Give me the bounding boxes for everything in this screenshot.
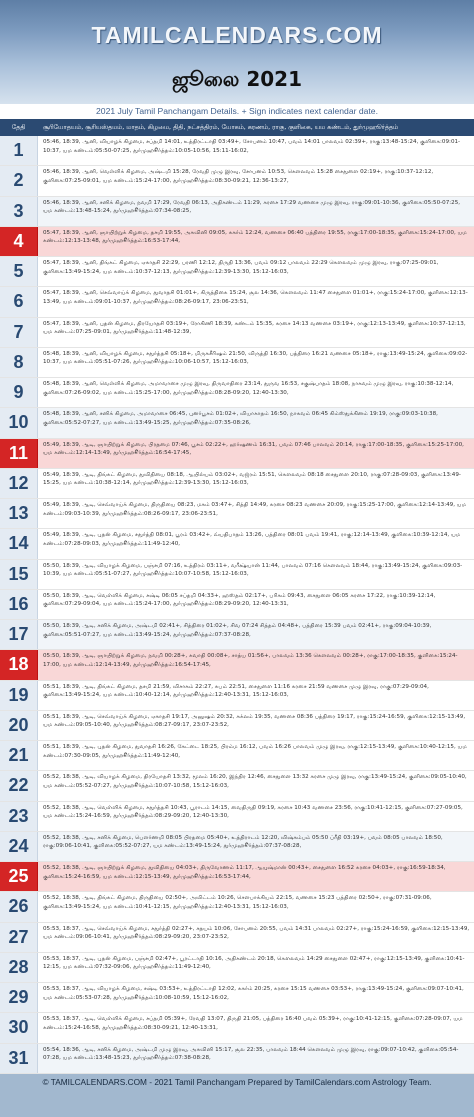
day-details: 05:51, 18:39, ஆடி, திங்கட் கிழமை, தசமி 21:59, விசாகம் 22:27, சுபம் 22:51, சைதுளை 11:16 கரசை 21:59 வணசை முழு இரவு, ராகு:07:29-09:04, குளிகை:13:49-15:24, யம கண்டம்:10:40-12:14, துர்முஹூர்த்தம்:12:40-13:31, 15:12-16:03, <box>43 683 429 699</box>
table-row <box>0 892 474 922</box>
day-number: 4 <box>0 227 38 256</box>
day-details: 05:50, 18:39, ஆடி, வெள்ளிக் கிழமை, சஷ்டி 06:05 சப்தமி 04:33+, ஹஸ்தம் 02:17+, பரிகம் 09:43, சைதுளை 06:05 கரசை 17:22, ராகு:10:39-12:14, குளிகை:07:29-09:04, யம கண்டம்:15:24-17:00, துர்முஹூர்த்தம்:08:29-09:20, 12:40-13:31, <box>43 592 436 608</box>
day-details: 05:50, 18:39, ஆடி, சனிக் கிழமை, அஷ்டமி 02:41+, சித்திரை 01:02+, சிவ 07:24 சித்தம் 04:48+, பத்திரை 15:39 பவம் 02:41+, ராகு:09:04-10:39, குளிகை:05:51-07:27, யம கண்டம்:13:49-15:24, துர்முஹூர்த்தம்:07:37-08:28, <box>43 623 432 638</box>
day-number: 29 <box>0 983 38 1012</box>
day-number: 5 <box>0 257 38 286</box>
day-details: 05:53, 18:37, ஆடி, புதன் கிழமை, பஞ்சமி 02:47+, பூரட்டாதி 10:16, அதிகண்டம் 20:18, கௌலவம் 14:29 சைதுளை 02:47+, ராகு:12:15-13:49, குளிகை:10:41-12:15, யம கண்டம்:07:32-09:06, துர்முஹூர்த்தம்:11:49-12:40, <box>43 955 465 971</box>
day-number: 20 <box>0 711 38 740</box>
day-number: 24 <box>0 832 38 861</box>
table-row <box>0 166 474 196</box>
table-row <box>0 499 474 529</box>
table-row <box>0 832 474 862</box>
table-row <box>0 771 474 801</box>
day-details: 05:53, 18:37, ஆடி, வியாழக் கிழமை, சஷ்டி 03:53+, உத்திரட்டாதி 12:02, சுகர்ம் 20:25, கரசை 15:15 வணசை 03:53+, ராகு:13:49-15:24, குளிகை:09:07-10:41, யம கண்டம்:05:53-07:28, துர்முஹூர்த்தம்:10:08-10:59, 15:12-16:02, <box>43 986 464 1001</box>
day-details: 05:50, 18:39, ஆடி, வியாழக் கிழமை, பஞ்சமி 07:16, உத்திரம் 03:11+, வரீக்ஷ்யான் 11:44, பாலவம் 07:16 கௌலவம் 18:44, ராகு:13:49-15:24, குளிகை:09:03-10:39, யம கண்டம்:05:51-07:27, துர்முஹூர்த்தம்:10:07-10:58, 15:12-16:03, <box>43 562 463 578</box>
day-details: 05:47, 18:39, ஆனி, திங்கட் கிழமை, ஏகாதசி 22:29, பரணி 12:12, திருதி 13:36, பவம் 09:12 பாலவம் 22:29 கௌலவம் முழு இரவு, ராகு:07:25-09:01, குளிகை:13:49-15:24, யம கண்டம்:10:37-12:13, துர்முஹூர்த்தம்:12:39-13:30, 15:12-16:03, <box>43 260 439 275</box>
day-number: 9 <box>0 378 38 407</box>
day-number: 27 <box>0 923 38 952</box>
table-row <box>0 348 474 378</box>
table-row <box>0 741 474 771</box>
day-number: 21 <box>0 741 38 770</box>
day-number: 12 <box>0 469 38 498</box>
day-number: 17 <box>0 620 38 649</box>
day-details: 05:52, 18:38, ஆடி, சனிக் கிழமை, பௌர்ணமி 08:05 பிரதமை 05:40+, உத்திராடம் 12:20, விஷ்கம்பம் 05:50 ப்ரீதி 03:19+, பவம் 08:05 பாலவம் 18:50, ராகு:09:06-10:41, குளிகை:05:52-07:27, யம கண்டம்:13:49-15:24, துர்முஹூர்த்தம்:07:37-08:28, <box>43 834 443 850</box>
table-row <box>0 802 474 832</box>
table-row <box>0 862 474 892</box>
day-number: 18 <box>0 650 38 679</box>
table-row <box>0 1044 474 1074</box>
day-details: 05:49, 18:39, ஆடி, செவ்வாய்க் கிழமை, திருதியை 08:23, மகம் 03:47+, சித்தி 14:49, கரசை 08:23 வணசை 20:09, ராகு:15:25-17:00, குளிகை:12:14-13:49, யம கண்டம்:09:03-10:39, துர்முஹூர்த்தம்:08:26-09:17, 23:06-23:51, <box>43 502 467 517</box>
day-number: 6 <box>0 287 38 316</box>
table-row <box>0 408 474 438</box>
table-row <box>0 257 474 287</box>
day-details: 05:52, 18:38, ஆடி, வெள்ளிக் கிழமை, சதுர்த்தசி 10:43, பூராடம் 14:15, வைதிருதி 09:19, கரசை 10:43 வணசை 23:56, ராகு:10:41-12:15, குளிகை:07:27-09:05, யம கண்டம்:15:24-16:59, துர்முஹூர்த்தம்:08:29-09:20, 12:40-13:30, <box>43 804 463 820</box>
table-row <box>0 227 474 257</box>
table-row <box>0 136 474 166</box>
column-header-date: தேதி <box>11 123 26 131</box>
day-details: 05:52, 18:38, ஆடி, வியாழக் கிழமை, திரயோதசி 13:32, மூலம் 16:20, இந்திர 12:46, சைதுளை 13:32 கரசை முழு இரவு, ராகு:13:49-15:24, குளிகை:09:05-10:40, யம கண்டம்:05:52-07:27, துர்முஹூர்த்தம்:10:07-10:58, 15:12-16:03, <box>43 774 467 789</box>
day-number: 28 <box>0 953 38 982</box>
day-details: 05:53, 18:37, ஆடி, வெள்ளிக் கிழமை, சப்தமி 05:39+, ரேவதி 13:07, திருதி 21:05, பத்திரை 16:40 பவம் 05:39+, ராகு:10:41-12:15, குளிகை:07:28-09:07, யம கண்டம்:15:24-16:58, துர்முஹூர்த்தம்:08:30-09:21, 12:40-13:31, <box>43 1016 463 1031</box>
day-details: 05:46, 18:39, ஆனி, சனிக் கிழமை, நவமி 17:29, ரேவதி 06:13, அதிகண்டம் 11:29, கரசை 17:29 வணசை முழு இரவு, ராகு:09:01-10:36, குளிகை:05:50-07:25, யம கண்டம்:13:48-15:24, துர்முஹூர்த்தம்:07:34-08:25, <box>43 199 461 215</box>
day-number: 3 <box>0 197 38 226</box>
footer: © TAMILCALENDARS.COM - 2021 Tamil Panchangam Prepared by TamilCalendars.com Astrology Team. <box>0 1074 474 1117</box>
table-header <box>0 119 474 136</box>
day-details: 05:48, 18:39, ஆனி, சனிக் கிழமை, அமாவாசை 06:45, புனர்பூசம் 01:02+, வியாகாதம் 16:50, நாகவம் 06:45 கிம்ஸ்துக்கினம் 19:19, ராகு:09:03-10:38, குளிகை:05:52-07:27, யம கண்டம்:13:49-15:25, துர்முஹூர்த்தம்:07:35-08:26, <box>43 411 438 426</box>
day-number: 7 <box>0 318 38 347</box>
day-number: 31 <box>0 1044 38 1073</box>
column-header-details: சூரியோதயம், சூரியஸ்தமம், மாதம், கிழமை, திதி, நட்சத்திரம், யோகம், கரணம், ராகு, குளிகை, யம கண்டம், துர்முஹூர்த்தம் <box>43 123 399 131</box>
day-number: 26 <box>0 892 38 921</box>
day-details: 05:50, 18:39, ஆடி, ஞாயிற்றுக் கிழமை, நவமி 00:28+, சுவாதி 00:08+, சாத்ய 01:56+, பாலவம் 13:36 கௌலவம் 00:28+, ராகு:17:00-18:35, குளிகை:15:24-17:00, யம கண்டம்:12:14-13:49, துர்முஹூர்த்தம்:16:54-17:45, <box>43 653 458 668</box>
table-row <box>0 287 474 317</box>
calendar-table <box>0 136 474 1074</box>
day-details: 05:47, 18:39, ஆனி, ஞாயிற்றுக் கிழமை, தசமி 19:55, அசுவினி 09:05, சுகர்ம் 12:24, வணசை 06:40 பத்திரை 19:55, ராகு:17:00-18:35, குளிகை:15:24-17:00, யம கண்டம்:12:13-13:48, துர்முஹூர்த்தம்:16:53-17:44, <box>43 229 467 245</box>
day-details: 05:51, 18:39, ஆடி, செவ்வாய்க் கிழமை, ஏகாதசி 19:17, அனுஷம் 20:32, சுக்லம் 19:35, வணசை 08:36 பத்திரை 19:17, ராகு:15:24-16:59, குளிகை:12:15-13:49, யம கண்டம்:09:05-10:40, துர்முஹூர்த்தம்:08:27-09:17, 23:07-23:52, <box>43 713 466 729</box>
day-number: 16 <box>0 590 38 619</box>
day-details: 05:54, 18:36, ஆடி, சனிக் கிழமை, அஷ்டமி முழு இரவு, அசுவினி 15:17, சூல 22:35, பாலவம் 18:44 கௌலவம் முழு இரவு, ராகு:09:07-10:42, குளிகை:05:54-07:28, யம கண்டம்:13:48-15:23, துர்முஹூர்த்தம்:07:38-08:28, <box>43 1046 459 1062</box>
subtitle: 2021 July Tamil Panchangam Details. + Sign indicates next calendar date. <box>0 104 474 119</box>
table-row <box>0 560 474 590</box>
header <box>0 0 474 104</box>
table-row <box>0 681 474 711</box>
site-logo[interactable]: TAMILCALENDARS.COM <box>91 22 383 48</box>
table-row <box>0 711 474 741</box>
day-number: 10 <box>0 408 38 437</box>
day-number: 14 <box>0 529 38 558</box>
day-details: 05:49, 18:39, ஆடி, திங்கட் கிழமை, துவிதியை 08:18, ஆயில்யம் 03:02+, வஜ்ரம் 15:51, கௌலவம் 08:18 சைதுளை 20:10, ராகு:07:28-09:03, குளிகை:13:49-15:25, யம கண்டம்:10:38-12:14, துர்முஹூர்த்தம்:12:39-13:30, 15:12-16:03, <box>43 471 461 487</box>
day-details: 05:49, 18:39, ஆடி, ஞாயிற்றுக் கிழமை, பிரதமை 07:46, பூசம் 02:22+, ஹர்ஷணம் 16:31, பவம் 07:46 பாலவம் 20:14, ராகு:17:00-18:35, குளிகை:15:25-17:00, யம கண்டம்:12:14-13:49, துர்முஹூர்த்தம்:16:54-17:45, <box>43 441 464 457</box>
day-details: 05:52, 18:38, ஆடி, திங்கட் கிழமை, திருதியை 02:50+, அவிட்டம் 10:26, சௌபாக்கியம் 22:15, வணசை 15:23 பத்திரை 02:50+, ராகு:07:31-09:06, குளிகை:13:49-15:24, யம கண்டம்:10:41-12:15, துர்முஹூர்த்தம்:12:40-13:31, 15:12-16:03, <box>43 895 432 910</box>
day-number: 8 <box>0 348 38 377</box>
table-row <box>0 378 474 408</box>
day-details: 05:53, 18:37, ஆடி, செவ்வாய்க் கிழமை, சதுர்த்தி 02:27+, சதயம் 10:06, சோபனம் 20:55, பவம் 14:31 பாலவம் 02:27+, ராகு:15:24-16:59, குளிகை:12:15-13:49, யம கண்டம்:09:06-10:41, துர்முஹூர்த்தம்:08:29-09:20, 23:07-23:52, <box>43 925 470 941</box>
day-number: 23 <box>0 802 38 831</box>
table-row <box>0 923 474 953</box>
day-number: 11 <box>0 439 38 468</box>
table-row <box>0 197 474 227</box>
day-details: 05:51, 18:39, ஆடி, புதன் கிழமை, துவாதசி 16:26, கேட்டை 18:25, பிரம்ம 16:12, பவம் 16:26 பாலவம் முழு இரவு, ராகு:12:15-13:49, குளிகை:10:40-12:15, யம கண்டம்:07:30-09:05, துர்முஹூர்த்தம்:11:49-12:40, <box>43 744 467 759</box>
day-details: 05:52, 18:38, ஆடி, ஞாயிற்றுக் கிழமை, துவிதியை 04:03+, திருவோணம் 11:17, ஆயுஷ்மான் 00:43+, சைதுளை 16:52 கரசை 04:03+, ராகு:16:59-18:34, குளிகை:15:24-16:59, யம கண்டம்:12:15-13:49, துர்முஹூர்த்தம்:16:53-17:44, <box>43 865 446 880</box>
table-row <box>0 590 474 620</box>
day-details: 05:47, 18:39, ஆனி, புதன் கிழமை, திரயோதசி 03:19+, ரோகிணி 18:39, கண்டம் 15:35, கரசை 14:13 வணசை 03:19+, ராகு:12:13-13:49, குளிகை:10:37-12:13, யம கண்டம்:07:25-09:01, துர்முஹூர்த்தம்:11:48-12:39, <box>43 320 466 336</box>
table-row <box>0 439 474 469</box>
table-row <box>0 529 474 559</box>
table-row <box>0 953 474 983</box>
table-row <box>0 1013 474 1043</box>
day-details: 05:48, 18:39, ஆனி, வெள்ளிக் கிழமை, அமாவாசை முழு இரவு, திருவாதிரை 23:14, துருவ 16:53, சகுஷ்பாதம் 18:08, நாகவம் முழு இரவு, ராகு:10:38-12:14, குளிகை:07:26-09:02, யம கண்டம்:15:25-17:00, துர்முஹூர்த்தம்:08:28-09:20, 12:40-13:30, <box>43 381 454 396</box>
day-number: 1 <box>0 136 38 165</box>
day-details: 05:46, 18:39, ஆனி, வியாழக் கிழமை, சப்தமி 14:01, உத்திரட்டாதி 03:49+, சோபனம் 10:47, பவம் 14:01 பாலவம் 02:39+, ராகு:13:48-15:24, குளிகை:09:01-10:37, யம கண்டம்:05:50-07:25, துர்முஹூர்த்தம்:10:05-10:56, 15:11-16:02, <box>43 139 461 154</box>
table-row <box>0 650 474 680</box>
month-title: ஜூலை 2021 <box>172 67 302 91</box>
day-number: 25 <box>0 862 38 891</box>
day-number: 22 <box>0 771 38 800</box>
day-number: 19 <box>0 681 38 710</box>
day-details: 05:46, 18:39, ஆனி, வெள்ளிக் கிழமை, அஷ்டமி 15:28, ரேவதி முழு இரவு, சோபனம் 10:53, கௌலவம் 15:28 சைதுளை 02:19+, ராகு:10:37-12:12, குளிகை:07:25-09:01, யம கண்டம்:15:24-17:00, துர்முஹூர்த்தம்:08:30-09:21, 12:36-13:27, <box>43 169 434 184</box>
table-row <box>0 620 474 650</box>
day-number: 13 <box>0 499 38 528</box>
day-number: 2 <box>0 166 38 195</box>
table-row <box>0 469 474 499</box>
day-details: 05:49, 18:39, ஆடி, புதன் கிழமை, சதுர்த்தி 08:01, பூரம் 03:42+, வ்யதிபாதம் 13:26, பத்திரை 08:01 பவம் 19:41, ராகு:12:14-13:49, குளிகை:10:39-12:14, யம கண்டம்:07:28-09:03, துர்முஹூர்த்தம்:11:49-12:40, <box>43 532 461 547</box>
table-row <box>0 318 474 348</box>
day-number: 15 <box>0 560 38 589</box>
table-row <box>0 983 474 1013</box>
day-number: 30 <box>0 1013 38 1042</box>
day-details: 05:47, 18:39, ஆனி, செவ்வாய்க் கிழமை, துவாதசி 01:01+, கிருத்திகை 15:24, சூல 14:36, கௌலவம் 11:47 சைதுளை 01:01+, ராகு:15:24-17:00, குளிகை:12:13-13:49, யம கண்டம்:09:01-10:37, துர்முஹூர்த்தம்:08:26-09:17, 23:06-23:51, <box>43 290 468 305</box>
day-details: 05:48, 18:39, ஆனி, வியாழக் கிழமை, சதுர்த்தசி 05:18+, மிருகசீரிஷம் 21:50, விருத்தி 16:30, பத்திரை 16:21 வணசை 05:18+, ராகு:13:49-15:24, குளிகை:09:02-10:37, யம கண்டம்:05:51-07:26, துர்முஹூர்த்தம்:10:06-10:57, 15:12-16:03, <box>43 350 468 366</box>
